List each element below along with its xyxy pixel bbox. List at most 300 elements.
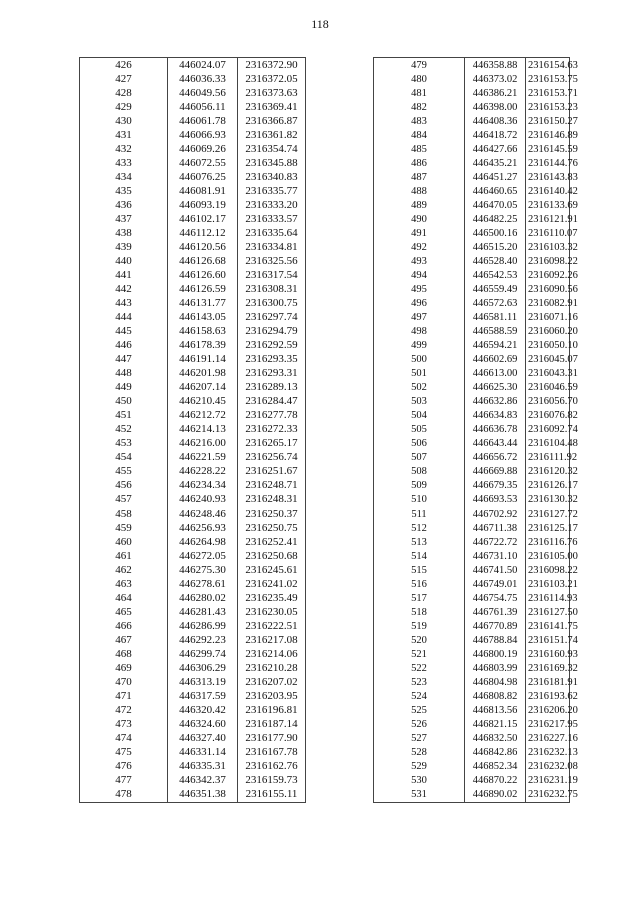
point-number: 452 [80,423,168,437]
point-number: 482 [374,100,465,114]
y-coordinate: 2316248.71 [238,479,306,493]
y-coordinate: 2316325.56 [238,254,306,268]
point-number: 491 [374,226,465,240]
table-row [374,549,570,563]
y-coordinate: 2316098.22 [526,563,570,577]
point-number: 485 [374,142,465,156]
y-coordinate: 2316232.13 [526,746,570,760]
x-coordinate: 446588.59 [465,325,526,339]
x-coordinate: 446890.02 [465,788,526,803]
point-number: 518 [374,605,465,619]
x-coordinate: 446131.77 [168,297,238,311]
x-coordinate: 446049.56 [168,86,238,100]
table-row [80,325,306,339]
x-coordinate: 446470.05 [465,198,526,212]
y-coordinate: 2316193.62 [526,689,570,703]
point-number: 459 [80,521,168,535]
x-coordinate: 446342.37 [168,774,238,788]
table-row [374,507,570,521]
point-number: 446 [80,339,168,353]
x-coordinate: 446248.46 [168,507,238,521]
y-coordinate: 2316294.79 [238,325,306,339]
table-row [374,325,570,339]
table-row [374,746,570,760]
point-number: 470 [80,675,168,689]
x-coordinate: 446770.89 [465,619,526,633]
y-coordinate: 2316133.69 [526,198,570,212]
x-coordinate: 446214.13 [168,423,238,437]
point-number: 501 [374,367,465,381]
point-number: 455 [80,465,168,479]
y-coordinate: 2316340.83 [238,170,306,184]
table-row [80,521,306,535]
point-number: 427 [80,72,168,86]
point-number: 531 [374,788,465,803]
y-coordinate: 2316090.56 [526,283,570,297]
x-coordinate: 446808.82 [465,689,526,703]
y-coordinate: 2316071.16 [526,311,570,325]
y-coordinate: 2316354.74 [238,142,306,156]
table-row [374,100,570,114]
x-coordinate: 446093.19 [168,198,238,212]
point-number: 507 [374,451,465,465]
x-coordinate: 446500.16 [465,226,526,240]
point-number: 461 [80,549,168,563]
point-number: 432 [80,142,168,156]
table-row [80,451,306,465]
y-coordinate: 2316050.10 [526,339,570,353]
table-row [374,226,570,240]
coordinates-table-right [373,57,578,803]
y-coordinate: 2316116.76 [526,535,570,549]
y-coordinate: 2316361.82 [238,128,306,142]
point-number: 475 [80,746,168,760]
table-row [374,58,570,73]
y-coordinate: 2316230.05 [238,605,306,619]
point-number: 469 [80,661,168,675]
point-number: 524 [374,689,465,703]
x-coordinate: 446804.98 [465,675,526,689]
point-number: 450 [80,395,168,409]
y-coordinate: 2316103.21 [526,577,570,591]
y-coordinate: 2316284.47 [238,395,306,409]
point-number: 471 [80,689,168,703]
x-coordinate: 446324.60 [168,717,238,731]
y-coordinate: 2316250.37 [238,507,306,521]
point-number: 486 [374,156,465,170]
point-number: 517 [374,591,465,605]
table-row [374,339,570,353]
x-coordinate: 446102.17 [168,212,238,226]
table-row [80,788,306,803]
point-number: 465 [80,605,168,619]
point-number: 483 [374,114,465,128]
table-row [374,788,570,803]
x-coordinate: 446221.59 [168,451,238,465]
point-number: 509 [374,479,465,493]
point-number: 436 [80,198,168,212]
y-coordinate: 2316111.92 [526,451,570,465]
x-coordinate: 446813.56 [465,703,526,717]
y-coordinate: 2316127.50 [526,605,570,619]
y-coordinate: 2316092.74 [526,423,570,437]
y-coordinate: 2316082.91 [526,297,570,311]
table-row [80,437,306,451]
x-coordinate: 446081.91 [168,184,238,198]
table-row [374,675,570,689]
point-number: 434 [80,170,168,184]
table-row [374,409,570,423]
x-coordinate: 446711.38 [465,521,526,535]
y-coordinate: 2316232.08 [526,760,570,774]
point-number: 468 [80,647,168,661]
point-number: 484 [374,128,465,142]
y-coordinate: 2316154.63 [526,58,570,73]
table-row [374,619,570,633]
x-coordinate: 446280.02 [168,591,238,605]
point-number: 451 [80,409,168,423]
table-row [374,689,570,703]
point-number: 445 [80,325,168,339]
point-number: 500 [374,353,465,367]
y-coordinate: 2316250.75 [238,521,306,535]
point-number: 521 [374,647,465,661]
table-row [80,170,306,184]
x-coordinate: 446702.92 [465,507,526,521]
point-number: 510 [374,493,465,507]
y-coordinate: 2316210.28 [238,661,306,675]
point-number: 464 [80,591,168,605]
table-row [80,465,306,479]
x-coordinate: 446460.65 [465,184,526,198]
y-coordinate: 2316241.02 [238,577,306,591]
x-coordinate: 446800.19 [465,647,526,661]
point-number: 443 [80,297,168,311]
table-row [80,633,306,647]
x-coordinate: 446264.98 [168,535,238,549]
point-number: 457 [80,493,168,507]
x-coordinate: 446821.15 [465,717,526,731]
point-number: 502 [374,381,465,395]
point-number: 515 [374,563,465,577]
y-coordinate: 2316335.64 [238,226,306,240]
table-row [80,549,306,563]
x-coordinate: 446120.56 [168,240,238,254]
y-coordinate: 2316120.32 [526,465,570,479]
x-coordinate: 446201.98 [168,367,238,381]
point-number: 474 [80,732,168,746]
x-coordinate: 446398.00 [465,100,526,114]
y-coordinate: 2316317.54 [238,268,306,282]
x-coordinate: 446112.12 [168,226,238,240]
point-number: 503 [374,395,465,409]
y-coordinate: 2316293.31 [238,367,306,381]
table-row [80,479,306,493]
y-coordinate: 2316297.74 [238,311,306,325]
table-row [374,156,570,170]
table-row [374,311,570,325]
x-coordinate: 446832.50 [465,732,526,746]
x-coordinate: 446451.27 [465,170,526,184]
y-coordinate: 2316217.08 [238,633,306,647]
point-number: 506 [374,437,465,451]
point-number: 438 [80,226,168,240]
point-number: 493 [374,254,465,268]
y-coordinate: 2316373.63 [238,86,306,100]
x-coordinate: 446056.11 [168,100,238,114]
table-row [374,437,570,451]
x-coordinate: 446482.25 [465,212,526,226]
point-number: 442 [80,283,168,297]
x-coordinate: 446207.14 [168,381,238,395]
y-coordinate: 2316103.32 [526,240,570,254]
y-coordinate: 2316252.41 [238,535,306,549]
table-row [80,198,306,212]
table-row [374,717,570,731]
point-number: 508 [374,465,465,479]
table-row [80,58,306,73]
table-row [374,353,570,367]
y-coordinate: 2316151.74 [526,633,570,647]
y-coordinate: 2316076.82 [526,409,570,423]
y-coordinate: 2316140.42 [526,184,570,198]
y-coordinate: 2316366.87 [238,114,306,128]
point-number: 439 [80,240,168,254]
y-coordinate: 2316334.81 [238,240,306,254]
table-row [80,605,306,619]
y-coordinate: 2316098.22 [526,254,570,268]
table-row [80,493,306,507]
x-coordinate: 446066.93 [168,128,238,142]
point-number: 441 [80,268,168,282]
table-row [80,563,306,577]
x-coordinate: 446299.74 [168,647,238,661]
y-coordinate: 2316181.91 [526,675,570,689]
x-coordinate: 446234.34 [168,479,238,493]
table-row [374,521,570,535]
point-number: 431 [80,128,168,142]
point-number: 490 [374,212,465,226]
y-coordinate: 2316155.11 [238,788,306,803]
y-coordinate: 2316127.72 [526,507,570,521]
x-coordinate: 446754.75 [465,591,526,605]
point-number: 477 [80,774,168,788]
table-row [80,212,306,226]
x-coordinate: 446749.01 [465,577,526,591]
table-row [80,297,306,311]
table-row [374,661,570,675]
table-row [80,381,306,395]
y-coordinate: 2316046.59 [526,381,570,395]
table-row [80,647,306,661]
table-row [374,114,570,128]
x-coordinate: 446178.39 [168,339,238,353]
y-coordinate: 2316043.31 [526,367,570,381]
x-coordinate: 446386.21 [465,86,526,100]
table-row [80,703,306,717]
y-coordinate: 2316150.27 [526,114,570,128]
table-row [374,703,570,717]
x-coordinate: 446351.38 [168,788,238,803]
table-row [374,268,570,282]
x-coordinate: 446069.26 [168,142,238,156]
point-number: 528 [374,746,465,760]
point-number: 520 [374,633,465,647]
x-coordinate: 446803.99 [465,661,526,675]
y-coordinate: 2316372.90 [238,58,306,73]
x-coordinate: 446693.53 [465,493,526,507]
x-coordinate: 446581.11 [465,311,526,325]
y-coordinate: 2316187.14 [238,717,306,731]
table-row [374,86,570,100]
table-row [374,633,570,647]
table-row [80,535,306,549]
y-coordinate: 2316146.89 [526,128,570,142]
table-row [374,605,570,619]
y-coordinate: 2316060.20 [526,325,570,339]
table-row [374,479,570,493]
table-row [374,198,570,212]
x-coordinate: 446572.63 [465,297,526,311]
table-row [80,367,306,381]
point-number: 492 [374,240,465,254]
point-number: 460 [80,535,168,549]
x-coordinate: 446212.72 [168,409,238,423]
point-number: 456 [80,479,168,493]
point-number: 444 [80,311,168,325]
x-coordinate: 446210.45 [168,395,238,409]
table-row [374,128,570,142]
x-coordinate: 446788.84 [465,633,526,647]
table-row [374,451,570,465]
point-number: 480 [374,72,465,86]
point-number: 466 [80,619,168,633]
table-row [80,661,306,675]
point-number: 463 [80,577,168,591]
y-coordinate: 2316162.76 [238,760,306,774]
point-number: 478 [80,788,168,803]
point-number: 530 [374,774,465,788]
y-coordinate: 2316121.91 [526,212,570,226]
y-coordinate: 2316277.78 [238,409,306,423]
x-coordinate: 446320.42 [168,703,238,717]
table-row [374,297,570,311]
y-coordinate: 2316114.93 [526,591,570,605]
table-row [80,409,306,423]
x-coordinate: 446076.25 [168,170,238,184]
table-row [374,647,570,661]
point-number: 437 [80,212,168,226]
table-row [80,619,306,633]
table-row [80,732,306,746]
point-number: 513 [374,535,465,549]
x-coordinate: 446852.34 [465,760,526,774]
point-number: 525 [374,703,465,717]
y-coordinate: 2316207.02 [238,675,306,689]
y-coordinate: 2316217.95 [526,717,570,731]
x-coordinate: 446761.39 [465,605,526,619]
table-row [374,493,570,507]
table-row [80,226,306,240]
x-coordinate: 446602.69 [465,353,526,367]
y-coordinate: 2316248.31 [238,493,306,507]
table-row [374,465,570,479]
table-row [374,142,570,156]
x-coordinate: 446435.21 [465,156,526,170]
y-coordinate: 2316272.33 [238,423,306,437]
x-coordinate: 446842.86 [465,746,526,760]
y-coordinate: 2316160.93 [526,647,570,661]
table-row [80,717,306,731]
point-number: 494 [374,268,465,282]
point-number: 504 [374,409,465,423]
x-coordinate: 446292.23 [168,633,238,647]
x-coordinate: 446669.88 [465,465,526,479]
x-coordinate: 446272.05 [168,549,238,563]
x-coordinate: 446870.22 [465,774,526,788]
x-coordinate: 446281.43 [168,605,238,619]
y-coordinate: 2316177.90 [238,732,306,746]
y-coordinate: 2316222.51 [238,619,306,633]
x-coordinate: 446331.14 [168,746,238,760]
table-row [374,283,570,297]
table-row [374,170,570,184]
table-row [80,268,306,282]
y-coordinate: 2316292.59 [238,339,306,353]
point-number: 479 [374,58,465,73]
x-coordinate: 446528.40 [465,254,526,268]
x-coordinate: 446679.35 [465,479,526,493]
x-coordinate: 446126.68 [168,254,238,268]
y-coordinate: 2316256.74 [238,451,306,465]
page-number: 118 [311,17,329,31]
y-coordinate: 2316265.17 [238,437,306,451]
point-number: 505 [374,423,465,437]
y-coordinate: 2316251.67 [238,465,306,479]
x-coordinate: 446278.61 [168,577,238,591]
x-coordinate: 446158.63 [168,325,238,339]
x-coordinate: 446427.66 [465,142,526,156]
x-coordinate: 446126.60 [168,268,238,282]
table-row [374,184,570,198]
x-coordinate: 446559.49 [465,283,526,297]
point-number: 458 [80,507,168,521]
table-row [374,367,570,381]
x-coordinate: 446358.88 [465,58,526,73]
point-number: 462 [80,563,168,577]
y-coordinate: 2316245.61 [238,563,306,577]
table-row [80,577,306,591]
y-coordinate: 2316105.00 [526,549,570,563]
y-coordinate: 2316143.83 [526,170,570,184]
point-number: 430 [80,114,168,128]
point-number: 487 [374,170,465,184]
table-row [374,577,570,591]
point-number: 489 [374,198,465,212]
table-row [374,423,570,437]
x-coordinate: 446515.20 [465,240,526,254]
table-row [374,535,570,549]
y-coordinate: 2316126.17 [526,479,570,493]
point-number: 472 [80,703,168,717]
y-coordinate: 2316153.71 [526,86,570,100]
y-coordinate: 2316227.16 [526,732,570,746]
x-coordinate: 446313.19 [168,675,238,689]
y-coordinate: 2316372.05 [238,72,306,86]
table-row [80,184,306,198]
table-row [80,774,306,788]
coordinates-table-left [79,57,306,803]
